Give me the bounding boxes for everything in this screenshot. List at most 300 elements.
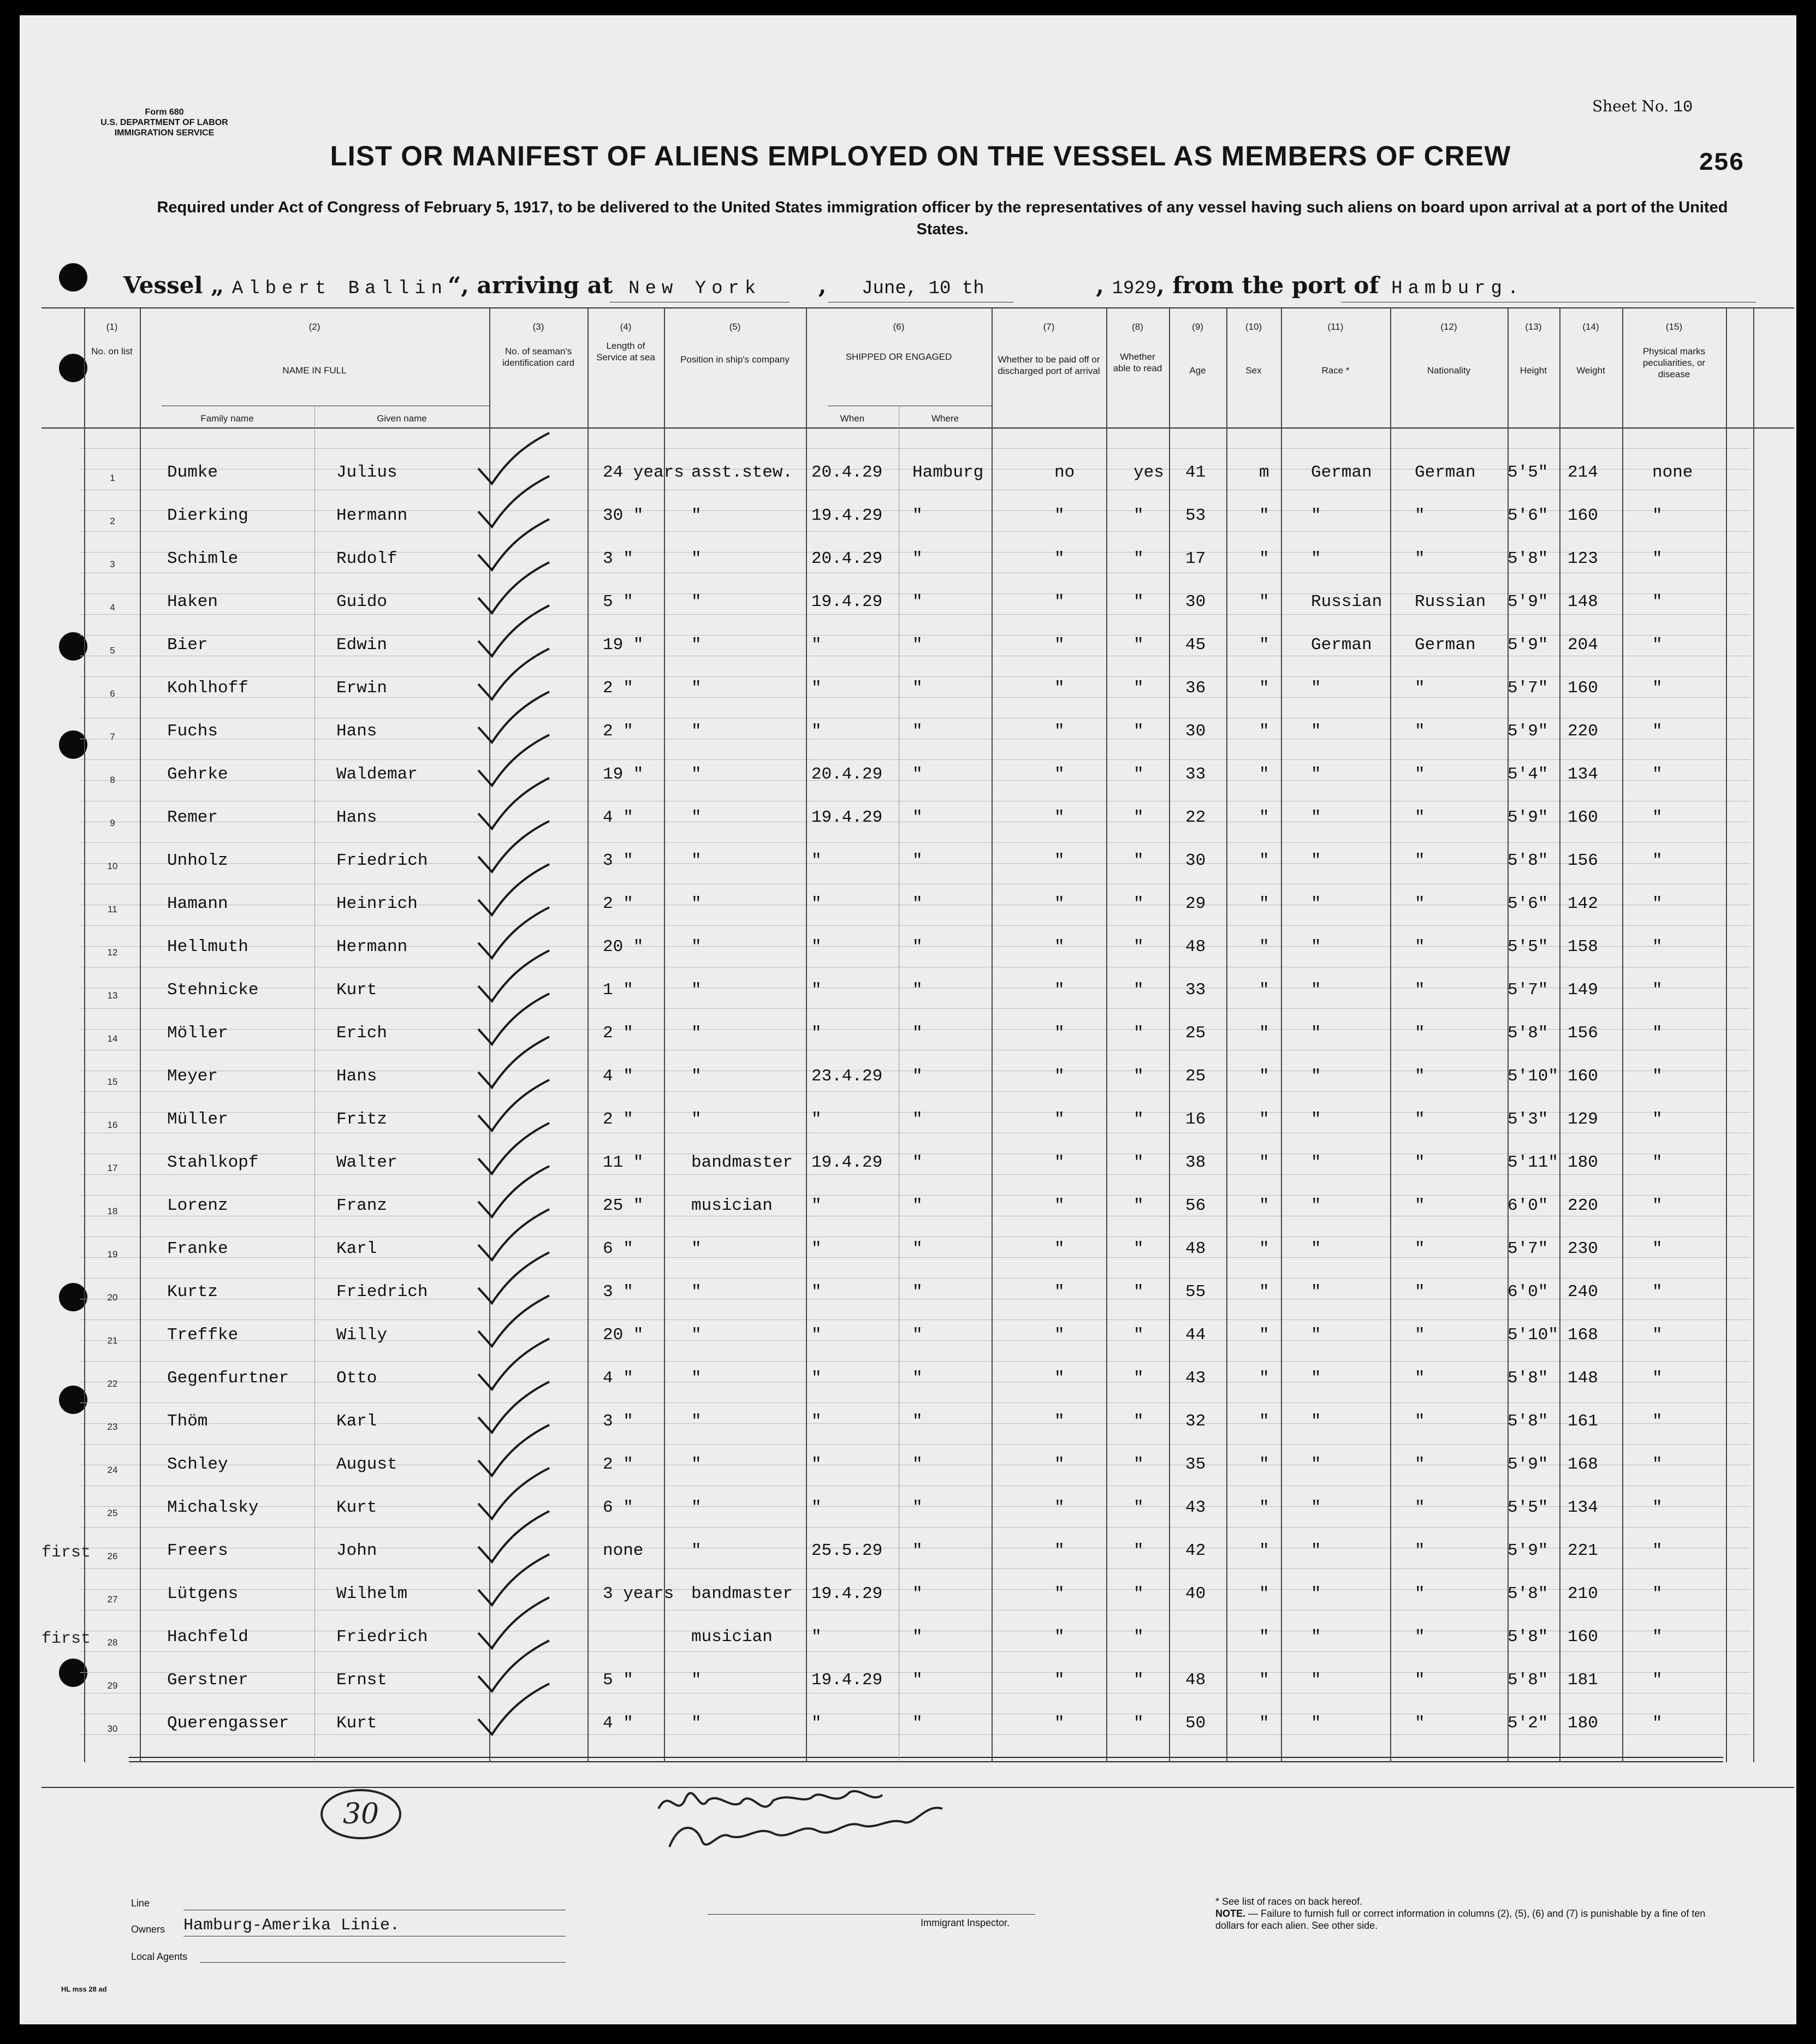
given-name: Julius [336,463,397,482]
sex: " [1259,1455,1269,1474]
paid-off-flag: " [1054,1153,1065,1172]
punch-hole [59,1386,87,1414]
ship-position: " [691,1282,702,1302]
row-number: 3 [110,559,115,569]
service-length: 30 " [603,506,644,525]
immigrant-inspector-label: Immigrant Inspector. [921,1917,1010,1928]
weight: 161 [1568,1412,1598,1431]
physical-marks: " [1652,1584,1663,1603]
column-number: (12) [1440,322,1457,332]
race: " [1311,1412,1321,1431]
physical-marks: " [1652,894,1663,913]
paid-off-flag: " [1054,1369,1065,1388]
column-header: SHIPPED OR ENGAGED [845,352,952,362]
punch-hole [59,730,87,759]
physical-marks: " [1652,1498,1663,1517]
shipped-when: " [811,1369,822,1388]
row-ruling [80,1444,1750,1445]
shipped-where: " [912,506,923,525]
form-number: Form 680 [145,108,184,117]
column-rule [992,307,993,1762]
row-ruling [80,676,1750,677]
family-name: Kohlhoff [167,679,248,698]
column-number: (15) [1665,322,1683,332]
age: 16 [1185,1110,1206,1129]
age: 29 [1185,894,1206,913]
ship-position: " [691,722,702,741]
row-number: 7 [110,732,115,742]
age: 25 [1185,1024,1206,1043]
sex: " [1259,894,1269,913]
print-code: HL mss 28 ad [61,1985,107,1993]
given-name: Walter [336,1153,397,1172]
column-rule [1390,307,1391,1762]
paid-off-flag: no [1054,463,1075,482]
column-number: (8) [1132,322,1143,332]
column-number: (14) [1582,322,1599,332]
family-name: Remer [167,808,218,827]
nationality: German [1415,635,1476,655]
departure-port: Hamburg. [1391,278,1524,299]
shipped-when: " [811,1110,822,1129]
service-length: 2 " [603,722,633,741]
given-name: Friedrich [336,851,428,870]
shipped-where: " [912,1541,923,1560]
paid-off-flag: " [1054,1455,1065,1474]
row-number: 2 [110,516,115,526]
can-read: " [1133,549,1144,568]
can-read: " [1133,1671,1144,1690]
ship-position: " [691,1412,702,1431]
column-header: Age [1189,365,1206,376]
ship-position: " [691,894,702,913]
shipped-when: " [811,1282,822,1302]
row-number: 20 [107,1292,118,1303]
height: 5'7" [1508,981,1548,1000]
arrival-date: June, 10 th [862,278,984,299]
physical-marks: " [1652,765,1663,784]
nationality: " [1415,1455,1425,1474]
nationality: " [1415,937,1425,956]
given-name: Rudolf [336,549,397,568]
shipped-where: " [912,679,923,698]
weight: 160 [1568,679,1598,698]
height: 6'0" [1508,1196,1548,1215]
can-read: " [1133,1196,1144,1215]
given-name: Kurt [336,981,377,1000]
physical-marks: " [1652,1455,1663,1474]
column-rule [1726,307,1727,1762]
service-length: 19 " [603,635,644,655]
row-ruling [80,925,1750,926]
race: " [1311,1239,1321,1258]
sex: " [1259,635,1269,655]
row-number: 6 [110,688,115,699]
paid-off-flag: " [1054,592,1065,611]
physical-marks: " [1652,1110,1663,1129]
row-number: 5 [110,645,115,656]
table-bottom-rule [129,1757,1723,1758]
family-name: Gegenfurtner [167,1369,289,1388]
shipped-where: Hamburg [912,463,984,482]
race: " [1311,722,1321,741]
shipped-where: " [912,1498,923,1517]
age: 42 [1185,1541,1206,1560]
physical-marks: " [1652,851,1663,870]
row-number: 16 [107,1120,118,1130]
race: " [1311,1153,1321,1172]
shipped-where: " [912,1326,923,1345]
row-ruling [80,1174,1750,1175]
physical-marks: " [1652,1067,1663,1086]
service-length: 11 " [603,1153,644,1172]
column-header: Length of Service at sea [596,341,655,363]
shipped-where: " [912,1024,923,1043]
nationality: " [1415,506,1425,525]
can-read: " [1133,1067,1144,1086]
age: 43 [1185,1369,1206,1388]
paid-off-flag: " [1054,635,1065,655]
service-length: 3 " [603,851,633,870]
owners-label: Owners [131,1924,165,1935]
sex: " [1259,1110,1269,1129]
paid-off-flag: " [1054,1024,1065,1043]
row-ruling [80,1361,1750,1362]
weight: 134 [1568,765,1598,784]
given-name: Fritz [336,1110,388,1129]
row-ruling [80,614,1750,615]
row-number: 12 [107,947,118,958]
row-number: 30 [107,1724,118,1734]
service-length: 20 " [603,937,644,956]
physical-marks: " [1652,1627,1663,1647]
family-name: Schimle [167,549,239,568]
nationality: " [1415,981,1425,1000]
sex: " [1259,1326,1269,1345]
can-read: " [1133,1369,1144,1388]
family-name: Kurtz [167,1282,218,1302]
sex: " [1259,1627,1269,1647]
shipped-where: " [912,937,923,956]
punch-hole [59,632,87,661]
column-rule [1169,307,1170,1762]
sex: " [1259,1369,1269,1388]
given-name: August [336,1455,397,1474]
given-name: Willy [336,1326,388,1345]
family-name: Stehnicke [167,981,259,1000]
weight: 221 [1568,1541,1598,1560]
column-subheader: Where [931,413,959,424]
document-subtitle: Required under Act of Congress of February 5, 1917, to be delivered to the United States immigration officer by the representatives of any vessel having such aliens on board upon arrival at a port of the United States. [157,199,1728,238]
race: " [1311,1282,1321,1302]
paid-off-flag: " [1054,722,1065,741]
age: 38 [1185,1153,1206,1172]
row-ruling [80,1651,1750,1652]
weight: 160 [1568,808,1598,827]
can-read: yes [1133,463,1164,482]
family-name: Michalsky [167,1498,259,1517]
physical-marks: " [1652,981,1663,1000]
age: 35 [1185,1455,1206,1474]
paid-off-flag: " [1054,1412,1065,1431]
column-rule [1106,307,1107,1762]
weight: 230 [1568,1239,1598,1258]
shipped-where: " [912,1282,923,1302]
manifest-sheet [20,15,1796,2024]
family-name: Möller [167,1024,228,1043]
paid-off-flag: " [1054,1196,1065,1215]
column-subheader: Family name [200,413,254,424]
nationality: German [1415,463,1476,482]
race: " [1311,1627,1321,1647]
row-number: 15 [107,1077,118,1087]
race: Russian [1311,592,1382,611]
weight: 123 [1568,549,1598,568]
can-read: " [1133,894,1144,913]
sex: " [1259,592,1269,611]
ship-position: " [691,679,702,698]
sex: " [1259,1671,1269,1690]
given-name: Erwin [336,679,388,698]
age: 22 [1185,808,1206,827]
age: 32 [1185,1412,1206,1431]
ship-position: " [691,1369,702,1388]
age: 30 [1185,592,1206,611]
stamped-page-number: 256 [1699,149,1744,177]
row-number: 25 [107,1508,118,1518]
margin-note: first [41,1630,91,1648]
can-read: " [1133,1282,1144,1302]
row-ruling [80,1610,1750,1611]
nationality: " [1415,1196,1425,1215]
sex: " [1259,679,1269,698]
can-read: " [1133,1455,1144,1474]
age: 30 [1185,851,1206,870]
family-name: Thöm [167,1412,208,1431]
service-length: 4 " [603,1067,633,1086]
weight: 220 [1568,722,1598,741]
table-rule [41,307,1794,308]
sex: " [1259,1239,1269,1258]
nationality: " [1415,549,1425,568]
given-name: John [336,1541,377,1560]
column-rule [1753,307,1754,1762]
row-number: 13 [107,990,118,1001]
sex: " [1259,1282,1269,1302]
ship-position: " [691,937,702,956]
height: 5'7" [1508,679,1548,698]
age: 48 [1185,1671,1206,1690]
shipped-when: 19.4.29 [811,1671,883,1690]
shipped-when: " [811,1024,822,1043]
column-number: (1) [106,322,118,332]
row-number: 24 [107,1465,118,1475]
height: 5'6" [1508,894,1548,913]
physical-marks: " [1652,635,1663,655]
height: 5'8" [1508,1584,1548,1603]
shipped-when: 20.4.29 [811,463,883,482]
can-read: " [1133,1239,1144,1258]
circled-total-value: 30 [342,1798,379,1831]
family-name: Müller [167,1110,228,1129]
height: 5'4" [1508,765,1548,784]
column-rule [1559,307,1560,1762]
family-name: Freers [167,1541,228,1560]
sex: m [1259,463,1269,482]
shipped-when: " [811,1239,822,1258]
department-name: U.S. DEPARTMENT OF LABOR [100,118,228,127]
can-read: " [1133,592,1144,611]
family-name: Querengasser [167,1714,289,1733]
shipped-when: 20.4.29 [811,765,883,784]
age: 30 [1185,722,1206,741]
check-mark [467,1681,555,1741]
column-number: (4) [620,322,632,332]
race: German [1311,463,1372,482]
height: 5'9" [1508,1455,1548,1474]
sheet-number-label: Sheet No. [1592,97,1669,115]
height: 5'9" [1508,1541,1548,1560]
given-name: Kurt [336,1714,377,1733]
shipped-when: " [811,937,822,956]
column-header: Position in ship's company [680,354,790,365]
service-length: 6 " [603,1239,633,1258]
age: 44 [1185,1326,1206,1345]
height: 5'8" [1508,1627,1548,1647]
note-text: — Failure to furnish full or correct information in columns (2), (5), (6) and (7) is punishable by a fine of ten dollars for each alien. See other side. [1215,1908,1706,1931]
weight: 180 [1568,1153,1598,1172]
nationality: " [1415,1024,1425,1043]
service-length: 24 years [603,463,684,482]
height: 5'8" [1508,1671,1548,1690]
can-read: " [1133,506,1144,525]
shipped-where: " [912,1671,923,1690]
given-name: Friedrich [336,1627,428,1647]
age: 50 [1185,1714,1206,1733]
height: 5'9" [1508,808,1548,827]
weight: 156 [1568,851,1598,870]
height: 5'5" [1508,463,1548,482]
given-name: Hermann [336,506,408,525]
service-length: 2 " [603,1110,633,1129]
sex: " [1259,1714,1269,1733]
ship-position: " [691,1326,702,1345]
shipped-when: " [811,1412,822,1431]
punch-hole [59,354,87,382]
service-length: 4 " [603,1369,633,1388]
service-length: 6 " [603,1498,633,1517]
column-number: (3) [532,322,544,332]
column-header: Nationality [1427,365,1471,376]
race: " [1311,506,1321,525]
shipped-where: " [912,1153,923,1172]
shipped-when: " [811,679,822,698]
height: 5'11" [1508,1153,1559,1172]
physical-marks: " [1652,549,1663,568]
race: " [1311,808,1321,827]
physical-marks: " [1652,937,1663,956]
table-rule [41,427,1794,429]
nationality: " [1415,1671,1425,1690]
column-header: Sex [1245,365,1262,376]
race: " [1311,1024,1321,1043]
column-rule [806,307,807,1762]
nationality: " [1415,679,1425,698]
height: 5'7" [1508,1239,1548,1258]
given-name: Hans [336,722,377,741]
row-number: 18 [107,1206,118,1216]
given-name: Erich [336,1024,388,1043]
paid-off-flag: " [1054,1627,1065,1647]
service-length: 2 " [603,894,633,913]
penalty-note [1215,1908,1707,1932]
physical-marks: " [1652,1282,1663,1302]
family-name: Schley [167,1455,228,1474]
ship-position: " [691,1239,702,1258]
service-length: 25 " [603,1196,644,1215]
ship-position: " [691,592,702,611]
vessel-name: Albert Ballin [232,278,448,299]
row-ruling [80,842,1750,843]
paid-off-flag: " [1054,1584,1065,1603]
age: 36 [1185,679,1206,698]
given-name: Otto [336,1369,377,1388]
sex: " [1259,1498,1269,1517]
column-header: Whether to be paid off or discharged port of arrival [998,354,1100,376]
ship-position: asst.stew. [691,463,793,482]
shipped-when: " [811,1498,822,1517]
circled-total [314,1784,413,1844]
shipped-when: " [811,1326,822,1345]
ship-position: " [691,1498,702,1517]
shipped-when: " [811,1714,822,1733]
given-name: Karl [336,1239,377,1258]
family-name: Bier [167,635,208,655]
height: 5'8" [1508,1369,1548,1388]
family-name: Dumke [167,463,218,482]
weight: 180 [1568,1714,1598,1733]
row-number: 8 [110,775,115,785]
races-note: * See list of races on back hereof. [1215,1896,1363,1907]
nationality: Russian [1415,592,1486,611]
can-read: " [1133,1584,1144,1603]
shipped-where: " [912,1627,923,1647]
row-ruling [80,1693,1750,1694]
subcolumn-rule [314,406,315,1762]
ship-position: musician [691,1196,773,1215]
shipped-where: " [912,894,923,913]
nationality: " [1415,765,1425,784]
nationality: " [1415,1714,1425,1733]
shipped-when: " [811,1196,822,1215]
given-name: Wilhelm [336,1584,408,1603]
age: 45 [1185,635,1206,655]
paid-off-flag: " [1054,506,1065,525]
race: " [1311,1196,1321,1215]
column-subheader: When [840,413,865,424]
vessel-line: Vessel „ Albert Ballin“, arriving at New York , June, 10 th , 1929, from the port of Hamburg. [123,272,1524,299]
physical-marks: " [1652,1412,1663,1431]
can-read: " [1133,1541,1144,1560]
service-length: 3 " [603,1412,633,1431]
ship-position: " [691,1671,702,1690]
row-number: 26 [107,1551,118,1561]
height: 5'2" [1508,1714,1548,1733]
race: " [1311,937,1321,956]
physical-marks: " [1652,1671,1663,1690]
race: " [1311,851,1321,870]
age: 48 [1185,937,1206,956]
